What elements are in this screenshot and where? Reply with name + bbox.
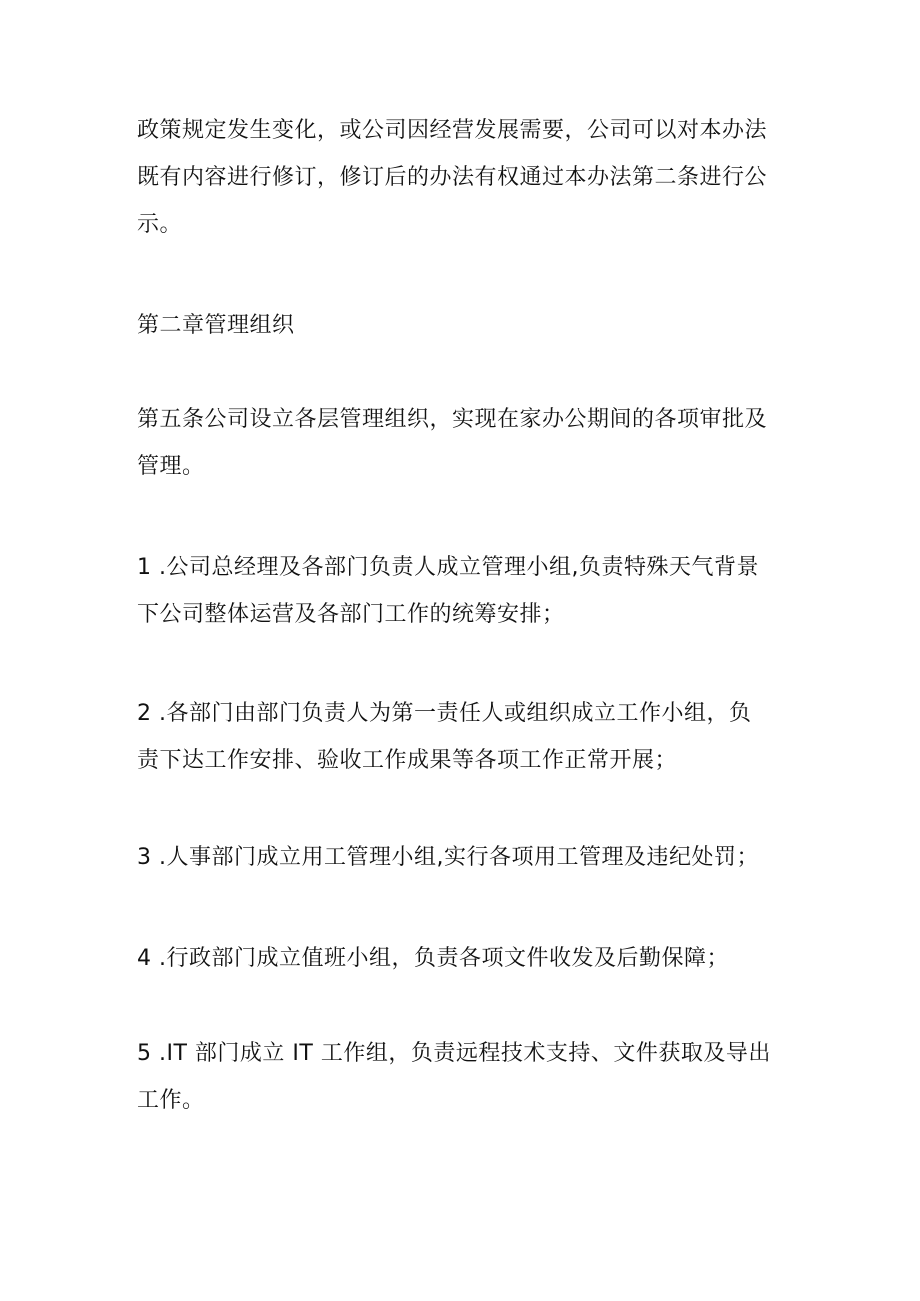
text-line: 示。 [137,212,183,237]
text-line: 既有内容进行修订，修订后的办法有权通过本办法第二条进行公 [137,165,768,190]
text-line: 政策规定发生变化，或公司因经营发展需要，公司可以对本办法 [137,118,768,143]
paragraph-article-five [137,396,787,490]
text-line: 工作。 [137,1088,205,1113]
text-line: 2 .各部门由部门负责人为第一责任人或组织成立工作小组，负 [137,701,752,726]
text-line: 下公司整体运营及各部门工作的统筹安排； [137,602,565,627]
list-item-5 [137,1030,787,1124]
list-item-3 [137,834,787,881]
list-item-1 [137,544,787,638]
text-line: 责下达工作安排、验收工作成果等各项工作正常开展； [137,748,678,773]
text-line: 4 .行政部门成立值班小组，负责各项文件收发及后勤保障； [137,946,729,971]
text-line: 管理。 [137,454,205,479]
chapter-heading [137,302,787,349]
paragraph-intro-continuation [137,107,787,248]
text-line: 1 .公司总经理及各部门负责人成立管理小组,负责特殊天气背景 [137,555,759,580]
list-item-4 [137,935,787,982]
text-line: 3 .人事部门成立用工管理小组,实行各项用工管理及违纪处罚； [137,845,759,870]
text-line: 第五条公司设立各层管理组织，实现在家办公期间的各项审批及 [137,407,768,432]
text-line: 5 .IT 部门成立 IT 工作组，负责远程技术支持、文件获取及导出 [137,1041,771,1066]
list-item-2 [137,690,787,784]
heading-text: 第二章管理组织 [137,313,295,338]
